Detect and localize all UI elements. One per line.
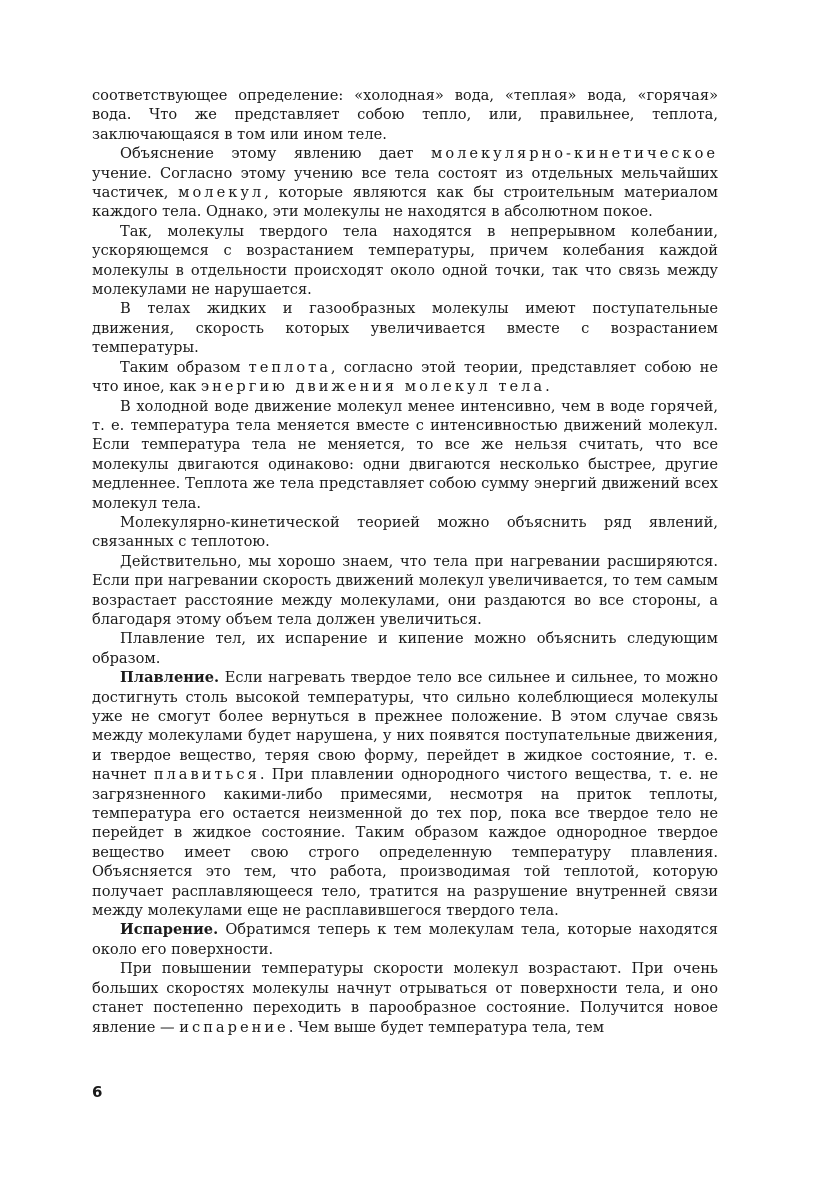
text-run: соответствующее определение: «холодная» вода, «теплая» вода, «горячая» вода. Что же представляет собою тепло, или, правильнее, теплота, заключающаяся в том или ином теле. xyxy=(92,87,718,143)
text-run: , согласно этой теории, представляет собою не что иное, как xyxy=(92,358,719,396)
paragraph xyxy=(92,513,718,552)
text-run: В холодной воде движение молекул менее интенсивно, чем в воде горячей, т. е. температура тела меняется вместе с интенсивностью движений молекул. Если температура тела не меняется, то все же нельзя считать, что все молекулы двигаются одинаково: одни двигаются несколько быстрее, другие медленнее. Теплота же тела представляет собою сумму энергий движений всех молекул тела. xyxy=(92,397,718,512)
spaced-emphasis: молекул xyxy=(178,184,265,202)
text-run: . Чем выше будет температура тела, тем xyxy=(288,1018,605,1036)
text-run: В телах жидких и газообразных молекулы имеют поступательные движения, скорость которых увеличивается вместе с возрастанием температуры. xyxy=(92,300,718,357)
paragraph xyxy=(92,299,718,357)
text-run: При повышении температуры скорости молекул возрастают. При очень больших скоростях молекулы начнут отрываться от поверхности тела, и оно станет постепенно переходить в парообразное состояние. Получится новое явление — xyxy=(92,960,718,1036)
paragraph xyxy=(92,144,718,222)
text-run: . При плавлении однородного чистого вещества, т. е. не загрязненного какими-либо примесями, несмотря на приток теплоты, температура его остается неизменной до тех пор, пока все твердое тело не перейдет в жидкое состояние. Таким образом каждое однородное твердое вещество имеет свою строго определенную температуру плавления. Объясняется это тем, что работа, производимая той теплотой, которую получает расплавляющееся тело, тратится на разрушение внутренней связи между молекулами еще не расплавившегося твердого тела. xyxy=(92,766,718,920)
text-run: . xyxy=(545,378,550,396)
bold-heading: Плавление. xyxy=(120,669,220,687)
paragraph xyxy=(92,86,718,144)
text-run: Объяснение этому явлению дает xyxy=(120,145,431,163)
paragraph xyxy=(92,397,718,513)
text-run: , которые являются как бы строительным материалом каждого тела. Однако, эти молекулы не находятся в абсолютном покое. xyxy=(92,184,718,221)
paragraph-melting xyxy=(92,668,718,920)
paragraph-evaporation xyxy=(92,920,718,959)
text-run: Действительно, мы хорошо знаем, что тела при нагревании расширяются. Если при нагревании скорость движений молекул увеличивается, то тем самым возрастает расстояние между молекулами, они раздаются во все стороны, а благодаря этому объем тела должен увеличиться. xyxy=(92,552,718,628)
spaced-emphasis: молекулярно-кинетическое xyxy=(430,145,718,163)
text-run: Так, молекулы твердого тела находятся в непрерывном колебании, ускоряющемся с возрастанием температуры, причем колебания каждой молекулы в отдельности происходят около одной точки, так что связь между молекулами не нарушается. xyxy=(92,222,718,299)
paragraph xyxy=(92,552,718,630)
text-run: Молекулярно-кинетической теорией можно объяснить ряд явлений, связанных с теплотою. xyxy=(92,513,718,551)
page-body xyxy=(92,86,718,1037)
spaced-emphasis: плавиться xyxy=(153,766,260,784)
text-run: Плавление тел, их испарение и кипение можно объяснить следующим образом. xyxy=(92,630,718,667)
spaced-emphasis: теплота xyxy=(248,358,331,376)
paragraph xyxy=(92,222,718,300)
spaced-emphasis: энергию движения молекул тела xyxy=(200,378,546,396)
text-run: Если нагревать твердое тело все сильнее и сильнее, то можно достигнуть столь высокой температуры, что сильно колеблющиеся молекулы уже не смогут более вернуться в прежнее положение. В этом случае связь между молекулами будет нарушена, у них появятся поступательные движения, и твердое вещество, теряя свою форму, перейдет в жидкое состояние, т. е. начнет xyxy=(92,669,718,784)
bold-heading: Испарение. xyxy=(120,921,219,939)
page-number: 6 xyxy=(92,1083,103,1101)
spaced-emphasis: испарение xyxy=(179,1018,289,1036)
text-run: Таким образом xyxy=(120,358,249,376)
text-run: Обратимся теперь к тем молекулам тела, которые находятся около его поверхности. xyxy=(92,921,718,958)
paragraph xyxy=(92,358,718,397)
paragraph xyxy=(92,959,718,1037)
paragraph xyxy=(92,629,718,668)
text-run: учение. Согласно этому учению все тела состоят из отдельных мельчайших частичек, xyxy=(92,164,718,202)
